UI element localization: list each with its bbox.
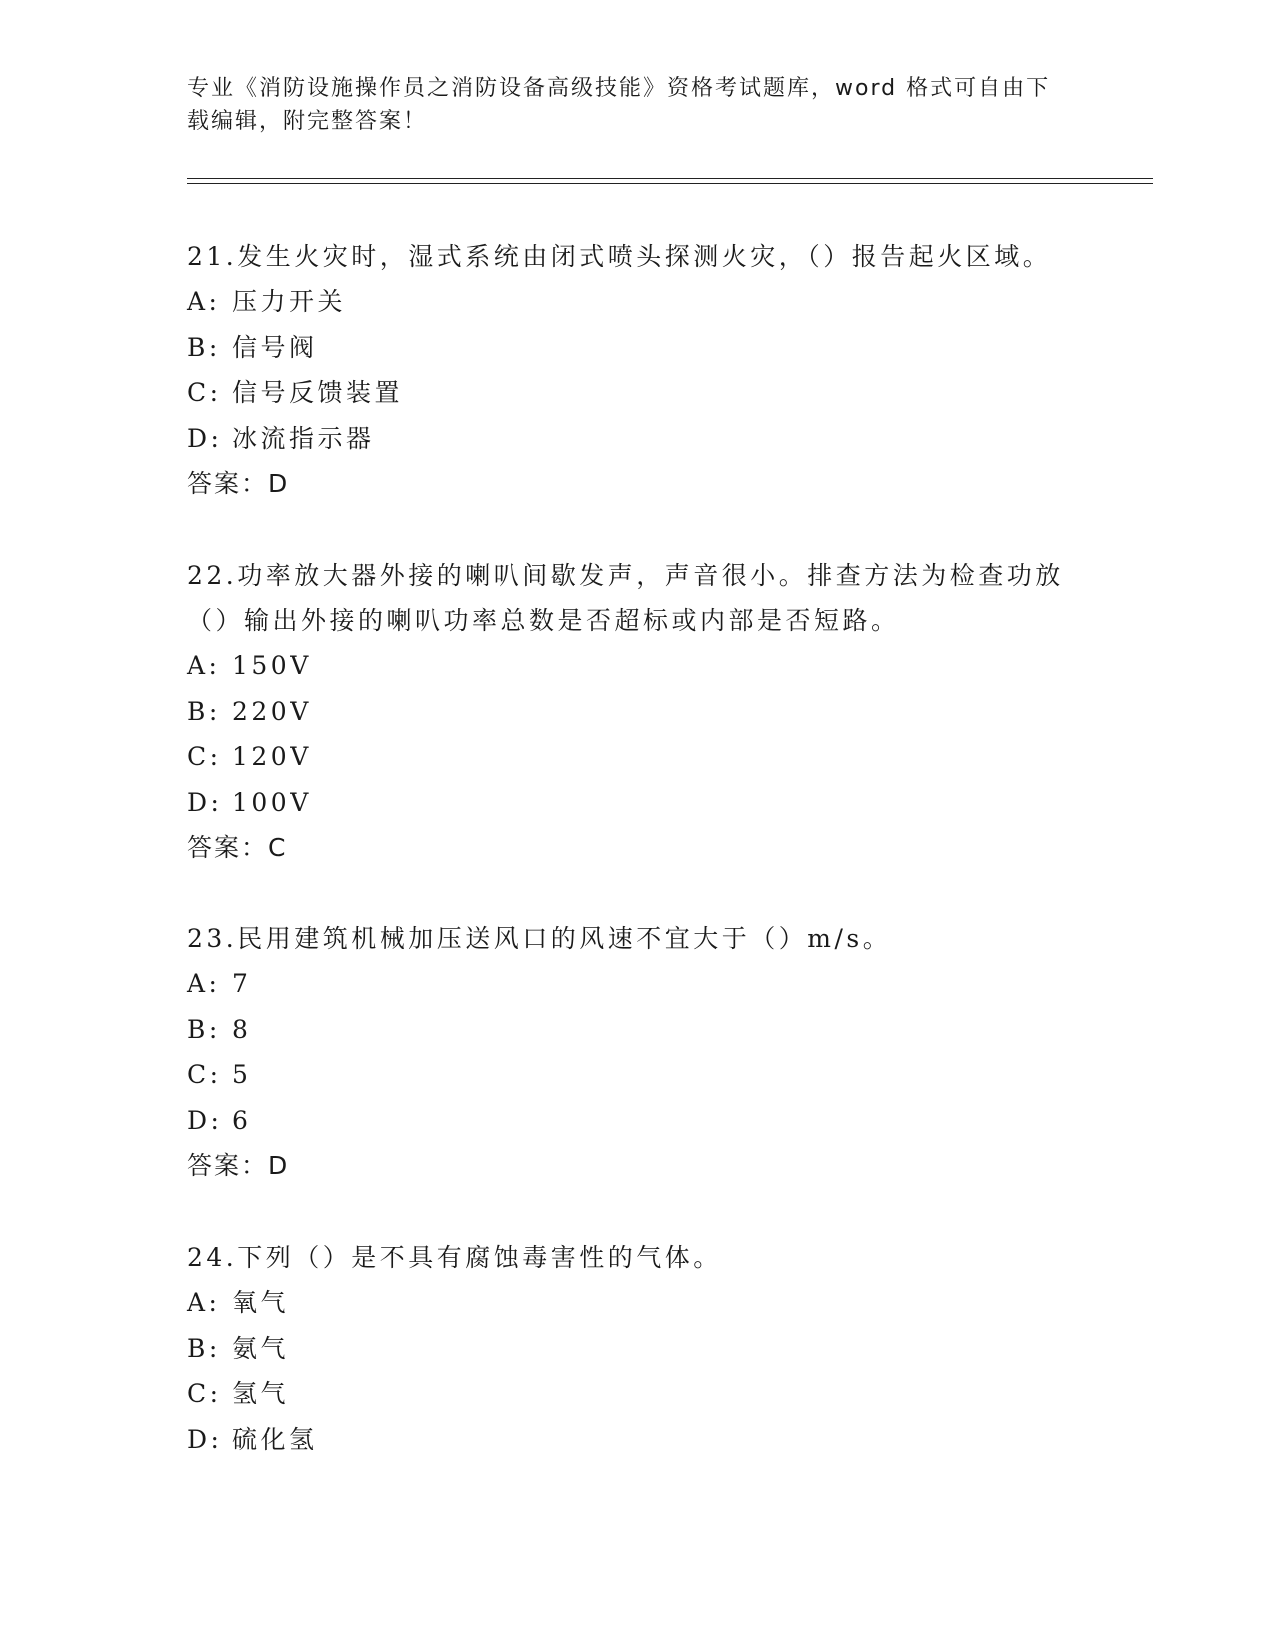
option-b (187, 1007, 1087, 1053)
option-letter: A: (187, 651, 221, 680)
option-d (187, 416, 1087, 462)
question-22 (187, 553, 1087, 871)
option-text: 220V (232, 696, 312, 726)
header-line-2: 载编辑，附完整答案！ (187, 109, 428, 134)
question-text: 22.功率放大器外接的喇叭间歇发声，声音很小。排查方法为检查功放（）输出外接的喇叭功率总数是否超标或内部是否短路。 (187, 561, 1064, 635)
option-text: 氧气 (232, 1288, 290, 1317)
option-text: 信号反馈装置 (232, 378, 404, 407)
question-text: 21.发生火灾时，湿式系统由闭式喷头探测火灾，（）报告起火区域。 (187, 242, 1052, 271)
option-b (187, 325, 1087, 371)
option-letter: D: (187, 1424, 223, 1454)
option-a (187, 643, 1087, 689)
option-letter: B: (187, 696, 221, 726)
option-text: 6 (232, 1105, 252, 1135)
option-text: 8 (232, 1014, 252, 1044)
header-divider-bottom (187, 183, 1153, 184)
option-letter: C: (187, 1379, 222, 1408)
option-text: 氢气 (232, 1379, 290, 1408)
option-c (187, 1371, 1087, 1417)
option-text: 压力开关 (232, 287, 347, 316)
option-text: 信号阀 (232, 332, 318, 362)
option-text: 120V (232, 742, 312, 771)
option-text: 5 (232, 1060, 252, 1089)
option-letter: A: (187, 1288, 221, 1317)
option-b (187, 689, 1087, 735)
answer-label: 答案：C (187, 833, 288, 862)
option-letter: B: (187, 1014, 221, 1044)
option-d (187, 1098, 1087, 1144)
option-text: 硫化氢 (232, 1424, 318, 1454)
question-text: 23.民用建筑机械加压送风口的风速不宜大于（）m/s。 (187, 924, 892, 953)
option-letter: D: (187, 787, 223, 817)
option-d (187, 780, 1087, 826)
option-text: 7 (232, 969, 252, 998)
question-text: 24.下列（）是不具有腐蚀毒害性的气体。 (187, 1243, 722, 1272)
option-letter: C: (187, 1060, 222, 1089)
answer-label: 答案：D (187, 1151, 290, 1180)
option-text: 冰流指示器 (232, 423, 375, 453)
option-text: 氨气 (232, 1333, 290, 1363)
answer-label: 答案：D (187, 469, 290, 498)
option-letter: C: (187, 378, 222, 407)
option-letter: D: (187, 423, 223, 453)
option-letter: C: (187, 742, 222, 771)
option-a (187, 961, 1087, 1007)
option-c (187, 734, 1087, 780)
option-letter: A: (187, 969, 221, 998)
option-c (187, 370, 1087, 416)
option-text: 150V (232, 651, 312, 680)
option-d (187, 1417, 1087, 1463)
option-letter: B: (187, 1333, 221, 1363)
option-text: 100V (232, 787, 312, 817)
option-letter: D: (187, 1105, 223, 1135)
question-21 (187, 234, 1087, 507)
option-c (187, 1052, 1087, 1098)
document-header (187, 72, 1087, 138)
option-a (187, 1280, 1087, 1326)
question-24 (187, 1235, 1087, 1462)
question-23 (187, 916, 1087, 1189)
option-letter: B: (187, 332, 221, 362)
option-a (187, 279, 1087, 325)
header-line-1: 专业《消防设施操作员之消防设备高级技能》资格考试题库，word 格式可自由下 (187, 76, 1051, 101)
header-divider-top (187, 178, 1153, 179)
option-letter: A: (187, 287, 221, 316)
option-b (187, 1326, 1087, 1372)
